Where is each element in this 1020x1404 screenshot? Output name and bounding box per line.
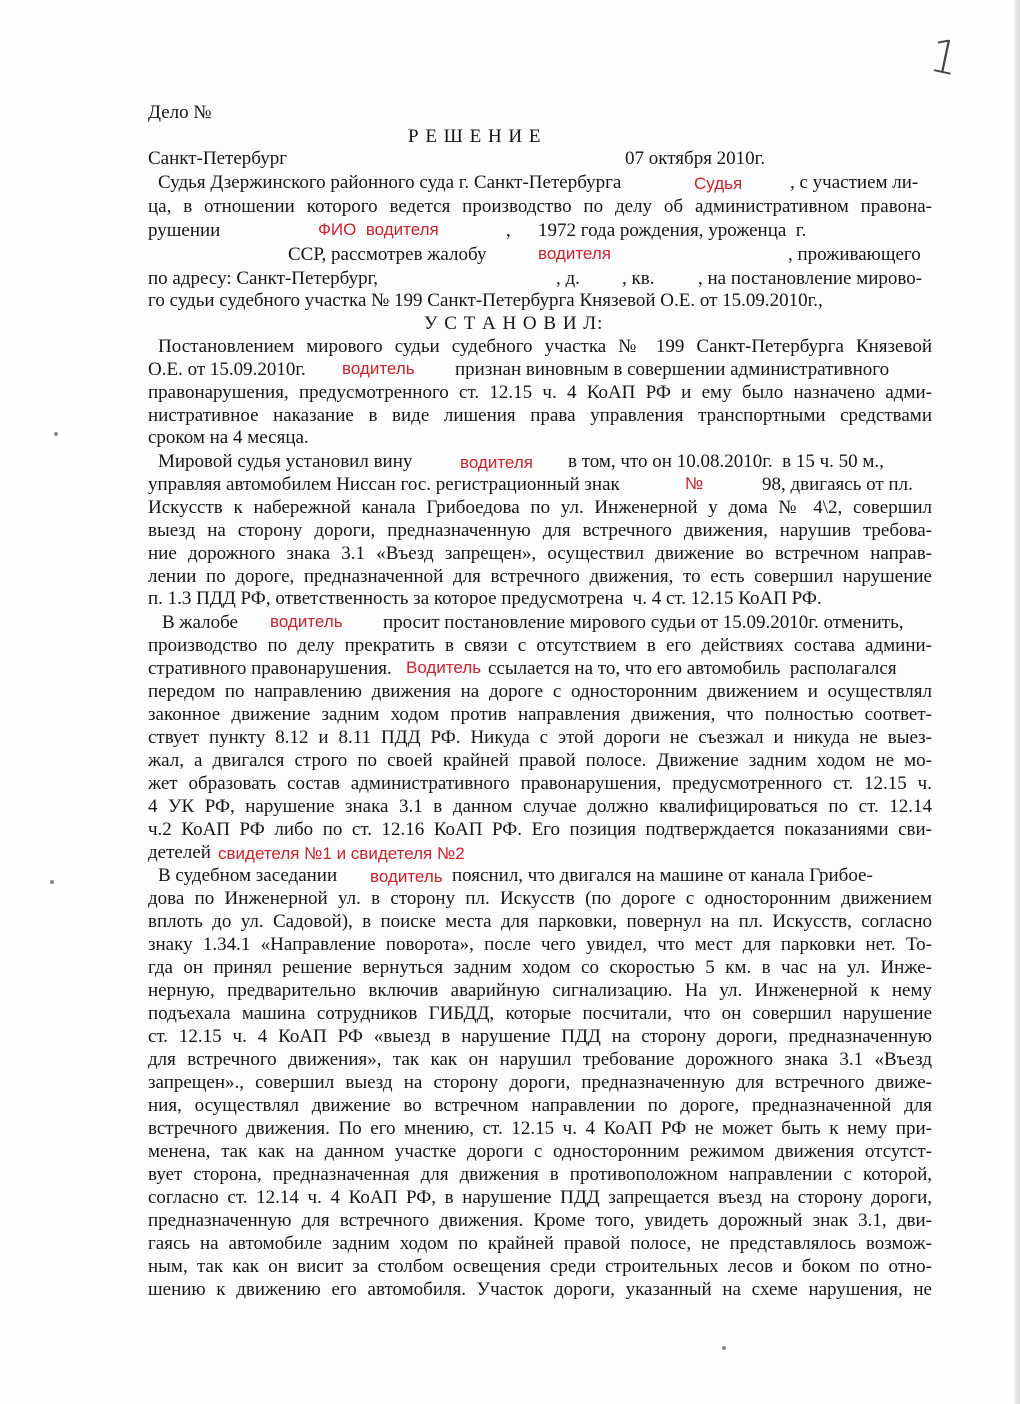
paragraph-line: согласно ст. 12.14 ч. 4 КоАП РФ, в нарушение ПДД запрещается въезд на сторону дороги,	[148, 1187, 932, 1208]
redacted-driver: водитель	[342, 359, 415, 378]
redacted-driver: водителя	[460, 453, 533, 472]
paragraph-line: менена, так как на данном участке дороги с односторонним режимом движения отсутст-	[148, 1141, 932, 1162]
paragraph-line: нистративное наказание в виде лишения права управления транспортными средствами	[148, 405, 932, 426]
paragraph-line: вует сторона, предназначенная для движения в противоположном направлении с которой,	[148, 1164, 932, 1185]
city: Санкт-Петербург	[148, 148, 288, 169]
paragraph-line: гда он принял решение вернуться задним ходом со скоростью 5 км. в час на ул. Инже-	[148, 957, 932, 978]
document-date: 07 октября 2010г.	[625, 148, 766, 169]
paragraph-line: гаясь на автомобиле задним ходом по крайней правой полосе, не представлялось возмож-	[148, 1233, 932, 1254]
paragraph-line: для встречного движения», так как он нарушил требование дорожного знака 3.1 «Въезд	[148, 1049, 932, 1070]
paragraph-line: производство по делу прекратить в связи с отсутствием в его действиях состава админи-	[148, 635, 932, 656]
paragraph-line: знаку 1.34.1 «Направление поворота», после чего увидел, что мест для парковки нет. То-	[148, 934, 932, 955]
intro-text: , кв.	[622, 268, 655, 289]
paragraph-line: предназначенную для встречного движения. Кроме того, увидеть дорожный знак 3.1, дви-	[148, 1210, 932, 1231]
paragraph-line: нерную, предварительно включив аварийную сигнализацию. На ул. Инженерной к нему	[148, 980, 932, 1001]
paragraph-line: вплоть до ул. Садовой), в поиске места для парковки, повернул на пл. Искусств, согласно	[148, 911, 932, 932]
paragraph-line: О.Е. от 15.09.2010г.	[148, 359, 306, 380]
paragraph-line: правонарушения, предусмотренного ст. 12.15 ч. 4 КоАП РФ и ему было назначено адми-	[148, 382, 932, 403]
paragraph-line: в том, что он 10.08.2010г. в 15 ч. 50 м.,	[568, 451, 884, 472]
document-title: Р Е Ш Е Н И Е	[408, 126, 542, 147]
paragraph-line: пояснил, что двигался на машине от канала Грибое-	[452, 865, 873, 886]
paragraph-line: Искусств к набережной канала Грибоедова по ул. Инженерной у дома № 4\2, совершил	[148, 497, 932, 518]
intro-text: , д.	[556, 268, 580, 289]
paragraph-line: признан виновным в совершении административного	[455, 359, 890, 380]
intro-text: Судья Дзержинского районного суда г. Санкт-Петербурга	[158, 172, 622, 193]
paragraph-line: ствует пункту 8.12 и 8.11 ПДД РФ. Никуда с этой дороги не съезжал и никуда не выез-	[148, 727, 932, 748]
intro-text: , на постановление мирово-	[698, 268, 923, 289]
handwritten-page-number: 1	[924, 27, 965, 87]
paragraph-line: шению к движению его автомобиля. Участок дороги, указанный на схеме нарушения, не	[148, 1279, 932, 1300]
intro-text: , с участием ли-	[790, 172, 919, 193]
redacted-judge: Судья	[694, 174, 743, 193]
scan-speck	[54, 432, 58, 436]
paragraph-line: 98, двигаясь от пл.	[762, 474, 913, 495]
paragraph-line: п. 1.3 ПДД РФ, ответственность за которое предусмотрена ч. 4 ст. 12.15 КоАП РФ.	[148, 588, 822, 609]
paragraph-line: законное движение задним ходом против направления движения, что полностью соответ-	[148, 704, 932, 725]
intro-text: ца, в отношении которого ведется производство по делу об административном правона-	[148, 196, 932, 217]
paragraph-line: ным, так как он висит за столбом освещения среди строительных лесов и боком по отно-	[148, 1256, 932, 1277]
redacted-driver: водитель	[370, 867, 443, 886]
page-edge-shadow	[1014, 0, 1020, 1404]
redacted-plate: №	[685, 474, 704, 493]
intro-text: по адресу: Санкт-Петербург,	[148, 268, 379, 289]
section-heading: У С Т А Н О В И Л:	[424, 313, 604, 334]
paragraph-line: жал, а двигался строго по своей крайней правой полосе. Движение задним ходом не мо-	[148, 750, 932, 771]
case-number-label: Дело №	[148, 102, 212, 123]
paragraph-line: ч.2 КоАП РФ либо по ст. 12.16 КоАП РФ. Его позиция подтверждается показаниями сви-	[148, 819, 932, 840]
redacted-driver: Водитель	[406, 658, 482, 677]
redacted-driver: водителя	[538, 244, 611, 263]
paragraph-line: Постановлением мирового судьи судебного участка № 199 Санкт-Петербурга Князевой	[158, 336, 932, 357]
paragraph-line: В судебном заседании	[158, 865, 338, 886]
intro-text: рушении	[148, 220, 221, 241]
paragraph-line: дова по Инженерной ул. в сторону пл. Искусств (по дороге с односторонним движением	[148, 888, 932, 909]
paragraph-line: ст. 12.15 ч. 4 КоАП РФ «выезд в нарушение ПДД на сторону дороги, предназначенную	[148, 1026, 932, 1047]
paragraph-line: запрещен»., совершил выезд на сторону дороги, предназначенную для встречного движе-	[148, 1072, 932, 1093]
paragraph-line: встречного движения. По его мнению, ст. 12.15 ч. 4 КоАП РФ не может быть к нему при-	[148, 1118, 932, 1139]
paragraph-line: лении по дороге, предназначенной для встречного движения, то есть совершил нарушение	[148, 566, 932, 587]
intro-text: го судьи судебного участка № 199 Санкт-Петербурга Князевой О.Е. от 15.09.2010г.,	[148, 290, 823, 311]
paragraph-line: В жалобе	[162, 612, 238, 633]
paragraph-line: управляя автомобилем Ниссан гос. регистрационный знак	[148, 474, 620, 495]
paragraph-line: стративного правонарушения.	[148, 658, 392, 679]
paragraph-line: детелей	[148, 842, 211, 863]
paragraph-line: ния, осуществлял движение во встречном направлении по дороге, предназначенной для	[148, 1095, 932, 1116]
scan-speck	[722, 1346, 726, 1350]
paragraph-line: подъехала машина сотрудников ГИБДД, которые посчитали, что он совершил нарушение	[148, 1003, 932, 1024]
redacted-name: ФИО водителя	[318, 220, 439, 239]
intro-text: 1972 года рождения, уроженца г.	[538, 220, 807, 241]
scan-speck	[50, 880, 54, 884]
intro-text: , проживающего	[788, 244, 921, 265]
paragraph-line: просит постановление мирового судьи от 15.09.2010г. отменить,	[383, 612, 904, 633]
intro-text: ,	[506, 220, 511, 241]
paragraph-line: 4 УК РФ, нарушение знака 3.1 в данном случае должно квалифицироваться по ст. 12.14	[148, 796, 932, 817]
paragraph-line: выезд на сторону дороги, предназначенную для встречного движения, нарушив требова-	[148, 520, 932, 541]
paragraph-line: жет образовать состав административного правонарушения, предусмотренного ст. 12.15 ч.	[148, 773, 932, 794]
paragraph-line: сроком на 4 месяца.	[148, 427, 309, 448]
intro-text: ССР, рассмотрев жалобу	[288, 244, 487, 265]
paragraph-line: ссылается на то, что его автомобиль располагался	[488, 658, 897, 679]
redacted-witnesses: свидетеля №1 и свидетеля №2	[218, 844, 465, 863]
paragraph-line: Мировой судья установил вину	[158, 451, 413, 472]
redacted-driver: водитель	[270, 612, 343, 631]
paragraph-line: ние дорожного знака 3.1 «Въезд запрещен», осуществил движение во встречном направ-	[148, 543, 932, 564]
paragraph-line: передом по направлению движения на дороге с односторонним движением и осуществлял	[148, 681, 932, 702]
